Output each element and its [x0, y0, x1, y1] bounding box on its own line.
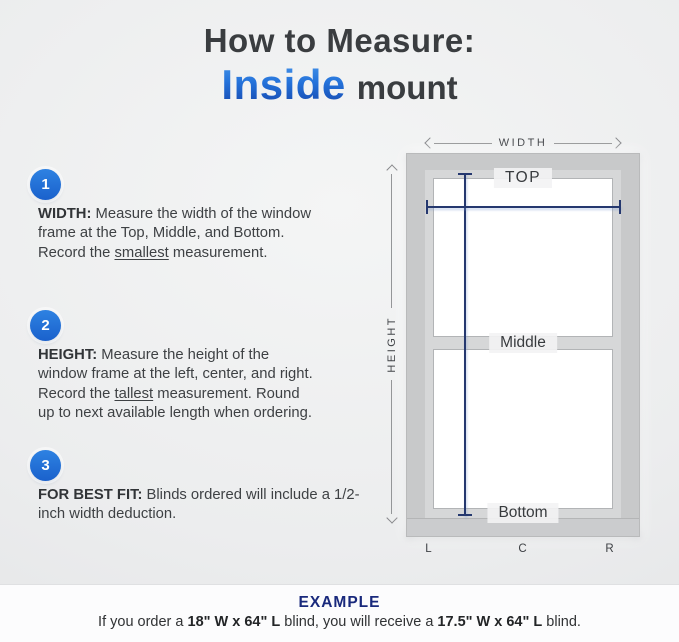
mark-left: L: [425, 543, 433, 555]
example-middle: blind, you will receive a: [280, 614, 438, 630]
window-lower-pane: [433, 349, 613, 509]
step-1-badge: [30, 169, 61, 200]
label-bottom: Bottom: [487, 503, 558, 523]
arrow-up-icon: [386, 164, 397, 175]
height-measure-line: [464, 173, 466, 516]
step-2-body-end: measurement. Round up to next available length when ordering.: [38, 385, 312, 421]
arrow-line: [554, 143, 612, 144]
width-measure-line: [426, 206, 621, 208]
width-arrow: [426, 136, 620, 150]
arrow-line: [391, 174, 392, 308]
window-upper-pane: [433, 178, 613, 337]
example-sentence: [0, 614, 679, 630]
step-3-body: Blinds ordered will include a 1/2-inch width deduction.: [38, 487, 360, 523]
example-suffix: blind.: [542, 614, 581, 630]
step-1-label: WIDTH:: [38, 206, 92, 222]
mark-center: C: [518, 543, 528, 555]
step-3-number: 3: [41, 457, 50, 474]
measure-cap: [619, 200, 621, 214]
example-heading: EXAMPLE: [298, 594, 381, 611]
step-1-text: [38, 205, 318, 263]
page-header: [0, 22, 679, 109]
step-2-underlined-word: tallest: [114, 385, 154, 402]
step-1-underlined-word: smallest: [114, 244, 169, 261]
arrow-line: [434, 143, 492, 144]
width-arrow-label: WIDTH: [498, 137, 548, 149]
step-2-label: HEIGHT:: [38, 347, 98, 363]
height-arrow: [384, 166, 399, 522]
step-1-number: 1: [41, 176, 50, 193]
mark-right: R: [605, 543, 615, 555]
arrow-down-icon: [386, 512, 397, 523]
step-3-text: [38, 486, 378, 525]
step-2-text: [38, 346, 318, 423]
page-title: How to Measure:: [203, 22, 476, 59]
measure-cap: [458, 514, 472, 516]
example-ordered-size: 18" W x 64" L: [187, 614, 281, 630]
step-3-badge: [30, 450, 61, 481]
page-subtitle: [0, 61, 679, 109]
label-top: TOP: [494, 168, 552, 188]
step-2-body: Measure the height of the window frame at the left, center, and right. Record the: [38, 347, 313, 402]
measure-cap: [426, 200, 428, 214]
step-1-body: Measure the width of the window frame at the Top, Middle, and Bottom. Record the: [38, 206, 312, 261]
example-section: [0, 584, 679, 642]
arrow-line: [391, 380, 392, 514]
step-3-label: FOR BEST FIT:: [38, 487, 143, 503]
subtitle-suffix: mount: [356, 69, 458, 106]
height-arrow-label: HEIGHT: [385, 315, 398, 373]
step-2-number: 2: [41, 317, 50, 334]
arrow-left-icon: [424, 137, 435, 148]
arrow-right-icon: [610, 137, 621, 148]
step-1-body-end: measurement.: [168, 244, 268, 261]
example-received-size: 17.5" W x 64" L: [437, 614, 543, 630]
label-middle: Middle: [489, 333, 557, 353]
measure-cap: [458, 173, 472, 175]
step-2-badge: [30, 310, 61, 341]
example-prefix: If you order a: [98, 614, 188, 630]
subtitle-highlight: Inside: [221, 61, 346, 108]
